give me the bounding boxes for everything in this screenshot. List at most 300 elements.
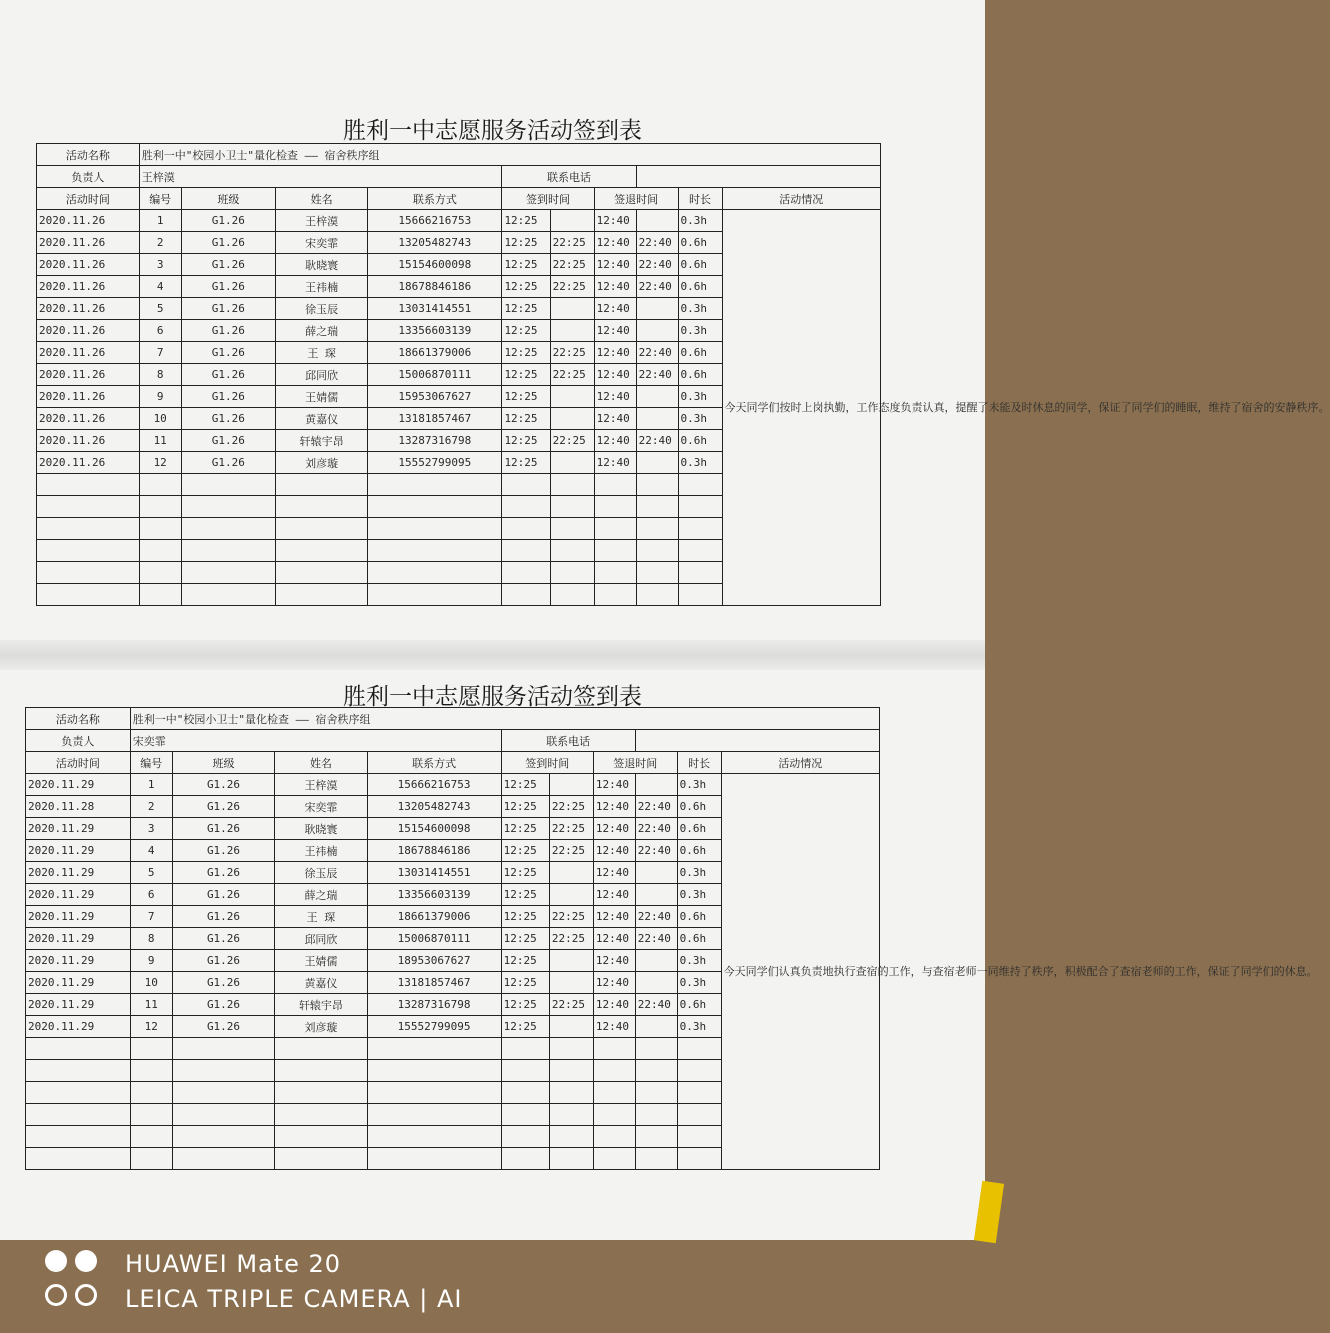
cell-date: 2020.11.29 (26, 884, 131, 906)
cell-signin-2 (549, 972, 593, 994)
cell-contact (367, 1060, 501, 1082)
cell-name: 宋奕霏 (275, 796, 367, 818)
cell-name (275, 1126, 367, 1148)
cell-date: 2020.11.29 (26, 774, 131, 796)
cell-signin-1: 12:25 (502, 298, 550, 320)
cell-number: 3 (130, 818, 172, 840)
cell-signin-2: 22:25 (549, 840, 593, 862)
cell-signin-2: 22:25 (550, 232, 594, 254)
cell-signin-2 (549, 1038, 593, 1060)
header-signin-time: 签到时间 (501, 752, 593, 774)
cell-date: 2020.11.29 (26, 818, 131, 840)
cell-signin-2: 22:25 (549, 994, 593, 1016)
cell-signout-2: 22:40 (636, 430, 678, 452)
cell-date: 2020.11.29 (26, 950, 131, 972)
activity-name-value: 胜利一中"校园小卫士"量化检查 —— 宿舍秩序组 (130, 708, 879, 730)
cell-signout-1: 12:40 (593, 994, 635, 1016)
cell-duration: 0.3h (678, 386, 722, 408)
cell-class: G1.26 (181, 430, 275, 452)
cell-contact: 15006870111 (367, 928, 501, 950)
cell-class (172, 1126, 275, 1148)
header-signout-time: 签退时间 (593, 752, 677, 774)
cell-duration: 0.6h (677, 928, 721, 950)
header-notes: 活动情况 (722, 188, 880, 210)
cell-date: 2020.11.29 (26, 906, 131, 928)
cell-signout-2: 22:40 (635, 818, 677, 840)
cell-contact: 13205482743 (368, 232, 502, 254)
cell-contact (367, 1104, 501, 1126)
cell-class: G1.26 (181, 364, 275, 386)
cell-name: 薛之瑞 (276, 320, 368, 342)
cell-number (130, 1104, 172, 1126)
cell-name: 王祎楠 (275, 840, 367, 862)
cell-signin-2: 22:25 (549, 796, 593, 818)
cell-name: 薛之瑞 (275, 884, 367, 906)
cell-name: 王 琛 (276, 342, 368, 364)
cell-date: 2020.11.26 (37, 452, 140, 474)
leader-phone-value (635, 730, 879, 752)
cell-signout-2: 22:40 (636, 342, 678, 364)
header-name: 姓名 (276, 188, 368, 210)
cell-date (26, 1148, 131, 1170)
cell-signout-1: 12:40 (594, 364, 636, 386)
cell-signout-2 (635, 1016, 677, 1038)
cell-signout-1: 12:40 (594, 232, 636, 254)
header-duration: 时长 (678, 188, 722, 210)
cell-class: G1.26 (181, 408, 275, 430)
cell-contact: 13181857467 (367, 972, 501, 994)
cell-signout-2: 22:40 (635, 796, 677, 818)
cell-contact: 13287316798 (367, 994, 501, 1016)
cell-name: 徐玉辰 (275, 862, 367, 884)
cell-signout-2: 22:40 (635, 840, 677, 862)
cell-date (26, 1060, 131, 1082)
cell-class (172, 1104, 275, 1126)
cell-class: G1.26 (172, 906, 275, 928)
cell-contact: 15006870111 (368, 364, 502, 386)
cell-signout-1 (593, 1060, 635, 1082)
activity-name-label: 活动名称 (26, 708, 131, 730)
watermark-camera: LEICA TRIPLE CAMERA | AI (125, 1285, 463, 1313)
cell-date: 2020.11.26 (37, 408, 140, 430)
cell-signin-1: 12:25 (502, 210, 550, 232)
cell-duration: 0.6h (678, 430, 722, 452)
cell-duration: 0.6h (677, 818, 721, 840)
cell-signout-1: 12:40 (593, 774, 635, 796)
cell-signout-1: 12:40 (593, 1016, 635, 1038)
cell-contact: 15154600098 (368, 254, 502, 276)
cell-signin-2 (549, 1126, 593, 1148)
cell-signout-1: 12:40 (594, 210, 636, 232)
cell-contact: 13031414551 (367, 862, 501, 884)
cell-date: 2020.11.26 (37, 342, 140, 364)
cell-name: 王婧儒 (275, 950, 367, 972)
cell-name: 耿晓寰 (276, 254, 368, 276)
header-date: 活动时间 (26, 752, 131, 774)
cell-date: 2020.11.26 (37, 386, 140, 408)
cell-signin-1: 12:25 (501, 928, 549, 950)
header-notes: 活动情况 (721, 752, 879, 774)
cell-duration (677, 1126, 721, 1148)
cell-signout-1 (593, 1038, 635, 1060)
header-date: 活动时间 (37, 188, 140, 210)
cell-signin-1: 12:25 (502, 452, 550, 474)
cell-class: G1.26 (181, 210, 275, 232)
cell-signin-2 (549, 774, 593, 796)
cell-signin-1: 12:25 (501, 950, 549, 972)
watermark-model: HUAWEI Mate 20 (125, 1250, 342, 1278)
leader-label: 负责人 (26, 730, 131, 752)
cell-signout-1: 12:40 (594, 408, 636, 430)
cell-class: G1.26 (181, 276, 275, 298)
cell-class: G1.26 (181, 232, 275, 254)
cell-number: 11 (139, 430, 181, 452)
cell-date: 2020.11.26 (37, 276, 140, 298)
cell-signin-2 (549, 1082, 593, 1104)
cell-signin-1: 12:25 (501, 884, 549, 906)
cell-signin-2: 22:25 (549, 818, 593, 840)
cell-date (26, 1104, 131, 1126)
column-header-row (26, 752, 880, 774)
cell-number (130, 1148, 172, 1170)
cell-signin-1: 12:25 (502, 254, 550, 276)
cell-number: 10 (139, 408, 181, 430)
cell-signout-1: 12:40 (594, 320, 636, 342)
cell-contact: 13356603139 (367, 884, 501, 906)
cell-number: 3 (139, 254, 181, 276)
cell-signin-1: 12:25 (501, 972, 549, 994)
cell-signin-2 (549, 1016, 593, 1038)
cell-signin-2: 22:25 (550, 342, 594, 364)
cell-signout-2 (635, 1148, 677, 1170)
cell-number: 12 (139, 452, 181, 474)
cell-contact: 13031414551 (368, 298, 502, 320)
leader-value: 宋奕霏 (130, 730, 501, 752)
cell-number: 6 (130, 884, 172, 906)
cell-name: 黄嘉仪 (275, 972, 367, 994)
cell-number: 5 (139, 298, 181, 320)
cell-date: 2020.11.29 (26, 972, 131, 994)
cell-signout-2 (635, 1082, 677, 1104)
cell-contact: 13181857467 (368, 408, 502, 430)
cell-number: 4 (139, 276, 181, 298)
cell-class (172, 1082, 275, 1104)
cell-signout-2 (635, 774, 677, 796)
cell-duration: 0.3h (677, 884, 721, 906)
cell-signin-1: 12:25 (501, 818, 549, 840)
activity-notes: 今天同学们认真负责地执行查宿的工作，与查宿老师一同维持了秩序，积极配合了查宿老师的工作，保证了同学们的休息。 (721, 774, 879, 1170)
cell-signin-2: 22:25 (549, 928, 593, 950)
cell-name: 王祎楠 (276, 276, 368, 298)
cell-contact: 13287316798 (368, 430, 502, 452)
cell-duration: 0.3h (678, 210, 722, 232)
leader-label: 负责人 (37, 166, 140, 188)
cell-number: 7 (130, 906, 172, 928)
cell-signout-1: 12:40 (594, 430, 636, 452)
cell-signout-1 (593, 1126, 635, 1148)
cell-date: 2020.11.26 (37, 364, 140, 386)
cell-name (275, 1082, 367, 1104)
cell-number: 11 (130, 994, 172, 1016)
cell-signout-1: 12:40 (593, 862, 635, 884)
cell-duration: 0.3h (677, 1016, 721, 1038)
cell-signin-1: 12:25 (501, 796, 549, 818)
cell-number (130, 1126, 172, 1148)
cell-signout-2: 22:40 (635, 994, 677, 1016)
cell-signout-2 (635, 950, 677, 972)
cell-class: G1.26 (172, 862, 275, 884)
cell-signin-2 (549, 950, 593, 972)
cell-signout-1: 12:40 (593, 840, 635, 862)
cell-signout-2 (635, 972, 677, 994)
cell-signin-2 (549, 1060, 593, 1082)
cell-class: G1.26 (172, 774, 275, 796)
cell-number: 7 (139, 342, 181, 364)
cell-signout-2: 22:40 (636, 232, 678, 254)
cell-duration: 0.3h (678, 408, 722, 430)
cell-signin-2: 22:25 (550, 430, 594, 452)
cell-signout-2 (635, 1126, 677, 1148)
cell-signout-1: 12:40 (594, 276, 636, 298)
cell-contact: 15666216753 (367, 774, 501, 796)
cell-name: 刘彦璇 (275, 1016, 367, 1038)
cell-contact: 15552799095 (368, 452, 502, 474)
cell-name (275, 1038, 367, 1060)
cell-signin-1: 12:25 (502, 276, 550, 298)
cell-class: G1.26 (181, 386, 275, 408)
cell-name: 王梓漠 (276, 210, 368, 232)
cell-name: 刘彦璇 (276, 452, 368, 474)
cell-number: 8 (130, 928, 172, 950)
cell-date (26, 1082, 131, 1104)
cell-name: 王婧儒 (276, 386, 368, 408)
cell-class: G1.26 (181, 254, 275, 276)
cell-signout-1: 12:40 (593, 972, 635, 994)
cell-signout-1: 12:40 (593, 796, 635, 818)
header-duration: 时长 (677, 752, 721, 774)
cell-signin-1: 12:25 (502, 386, 550, 408)
cell-signin-2 (549, 1148, 593, 1170)
cell-class: G1.26 (172, 818, 275, 840)
cell-date: 2020.11.29 (26, 840, 131, 862)
activity-name-row (26, 708, 880, 730)
cell-class: G1.26 (172, 884, 275, 906)
cell-number: 12 (130, 1016, 172, 1038)
cell-contact (367, 1126, 501, 1148)
cell-signin-1 (501, 1060, 549, 1082)
cell-signin-1 (501, 1104, 549, 1126)
cell-class: G1.26 (181, 452, 275, 474)
cell-signout-1: 12:40 (594, 254, 636, 276)
cell-signout-2 (635, 862, 677, 884)
sheet-title: 胜利一中志愿服务活动签到表 (343, 684, 642, 710)
header-signout-time: 签退时间 (594, 188, 678, 210)
cell-date: 2020.11.26 (37, 232, 140, 254)
cell-contact: 15154600098 (367, 818, 501, 840)
cell-class: G1.26 (172, 972, 275, 994)
cell-duration: 0.3h (677, 862, 721, 884)
cell-signout-1: 12:40 (593, 884, 635, 906)
cell-class (172, 1038, 275, 1060)
cell-duration: 0.6h (678, 342, 722, 364)
cell-signin-2 (549, 862, 593, 884)
cell-class: G1.26 (181, 342, 275, 364)
cell-signout-1: 12:40 (594, 342, 636, 364)
cell-signout-1: 12:40 (594, 452, 636, 474)
cell-signout-1: 12:40 (594, 386, 636, 408)
leader-phone-label: 联系电话 (502, 166, 636, 188)
cell-date (26, 1038, 131, 1060)
cell-duration: 0.6h (677, 840, 721, 862)
cell-signin-2 (549, 884, 593, 906)
header-contact: 联系方式 (368, 188, 502, 210)
cell-signout-1: 12:40 (593, 928, 635, 950)
leica-dots-logo (45, 1250, 105, 1312)
cell-duration (677, 1082, 721, 1104)
cell-signin-1: 12:25 (502, 430, 550, 452)
cell-name: 邱同欣 (276, 364, 368, 386)
cell-duration (677, 1060, 721, 1082)
cell-duration: 0.3h (677, 950, 721, 972)
header-class: 班级 (181, 188, 275, 210)
cell-contact: 18678846186 (368, 276, 502, 298)
cell-signout-1: 12:40 (594, 298, 636, 320)
cell-name: 王 琛 (275, 906, 367, 928)
cell-signout-2: 22:40 (635, 906, 677, 928)
cell-name: 轩辕宇昂 (275, 994, 367, 1016)
header-contact: 联系方式 (367, 752, 501, 774)
cell-name: 王梓漠 (275, 774, 367, 796)
cell-signin-1: 12:25 (501, 862, 549, 884)
cell-contact (367, 1082, 501, 1104)
cell-signin-1: 12:25 (501, 906, 549, 928)
cell-number: 1 (130, 774, 172, 796)
cell-contact: 15953067627 (368, 386, 502, 408)
cell-date: 2020.11.26 (37, 254, 140, 276)
cell-signout-1 (593, 1104, 635, 1126)
cell-signout-2: 22:40 (636, 276, 678, 298)
cell-class: G1.26 (172, 840, 275, 862)
cell-class: G1.26 (181, 298, 275, 320)
cell-contact: 18953067627 (367, 950, 501, 972)
cell-signin-1: 12:25 (502, 320, 550, 342)
cell-name (275, 1148, 367, 1170)
cell-class: G1.26 (172, 1016, 275, 1038)
cell-class: G1.26 (172, 950, 275, 972)
cell-signin-2 (549, 1104, 593, 1126)
header-signin-time: 签到时间 (502, 188, 594, 210)
cell-signin-1 (501, 1082, 549, 1104)
cell-contact: 15552799095 (367, 1016, 501, 1038)
cell-duration: 0.3h (678, 452, 722, 474)
cell-duration: 0.3h (678, 298, 722, 320)
cell-signout-2: 22:40 (636, 364, 678, 386)
cell-contact: 18661379006 (367, 906, 501, 928)
cell-duration: 0.6h (678, 364, 722, 386)
cell-number (130, 1082, 172, 1104)
cell-signin-2: 22:25 (550, 276, 594, 298)
cell-duration: 0.3h (678, 320, 722, 342)
header-class: 班级 (172, 752, 275, 774)
cell-name (275, 1060, 367, 1082)
cell-number: 10 (130, 972, 172, 994)
cell-duration (677, 1148, 721, 1170)
cell-date (26, 1126, 131, 1148)
cell-number: 2 (130, 796, 172, 818)
cell-number: 2 (139, 232, 181, 254)
cell-contact (367, 1148, 501, 1170)
cell-class: G1.26 (181, 320, 275, 342)
cell-signin-1 (501, 1148, 549, 1170)
cell-signin-1: 12:25 (501, 1016, 549, 1038)
cell-signin-2: 22:25 (549, 906, 593, 928)
cell-number: 5 (130, 862, 172, 884)
cell-class (172, 1060, 275, 1082)
cell-signin-1 (501, 1038, 549, 1060)
cell-signout-2: 22:40 (636, 254, 678, 276)
sheet-title: 胜利一中志愿服务活动签到表 (343, 118, 642, 144)
cell-date: 2020.11.29 (26, 994, 131, 1016)
cell-duration (677, 1104, 721, 1126)
cell-date: 2020.11.26 (37, 430, 140, 452)
cell-duration: 0.3h (677, 774, 721, 796)
cell-date: 2020.11.29 (26, 1016, 131, 1038)
cell-contact: 13356603139 (368, 320, 502, 342)
cell-signout-1: 12:40 (593, 906, 635, 928)
cell-signin-1: 12:25 (502, 364, 550, 386)
cell-duration (677, 1038, 721, 1060)
cell-contact: 15666216753 (368, 210, 502, 232)
cell-duration: 0.6h (677, 906, 721, 928)
cell-signin-1: 12:25 (501, 774, 549, 796)
cell-name: 宋奕霏 (276, 232, 368, 254)
header-name: 姓名 (275, 752, 367, 774)
cell-date: 2020.11.26 (37, 298, 140, 320)
cell-number: 8 (139, 364, 181, 386)
cell-class: G1.26 (172, 994, 275, 1016)
cell-date: 2020.11.26 (37, 210, 140, 232)
cell-number: 9 (139, 386, 181, 408)
cell-name (275, 1104, 367, 1126)
cell-name: 徐玉辰 (276, 298, 368, 320)
table-row (26, 774, 880, 796)
cell-signout-1 (593, 1148, 635, 1170)
cell-name: 耿晓寰 (275, 818, 367, 840)
cell-signout-2 (635, 1038, 677, 1060)
activity-name-label: 活动名称 (37, 144, 140, 166)
cell-signin-1: 12:25 (502, 342, 550, 364)
cell-name: 邱同欣 (275, 928, 367, 950)
cell-signin-1: 12:25 (502, 232, 550, 254)
cell-number (130, 1038, 172, 1060)
cell-duration: 0.3h (677, 972, 721, 994)
cell-signout-2 (635, 1104, 677, 1126)
cell-contact: 18661379006 (368, 342, 502, 364)
cell-duration: 0.6h (678, 254, 722, 276)
header-number: 编号 (130, 752, 172, 774)
cell-duration: 0.6h (677, 796, 721, 818)
cell-name: 轩辕宇昂 (276, 430, 368, 452)
cell-signin-1: 12:25 (502, 408, 550, 430)
cell-class: G1.26 (172, 928, 275, 950)
signin-table (25, 707, 1318, 1170)
cell-contact: 18678846186 (367, 840, 501, 862)
leader-value: 王梓漠 (139, 166, 502, 188)
cell-class (172, 1148, 275, 1170)
cell-signout-2 (635, 884, 677, 906)
cell-signin-1: 12:25 (501, 994, 549, 1016)
leader-row (26, 730, 880, 752)
